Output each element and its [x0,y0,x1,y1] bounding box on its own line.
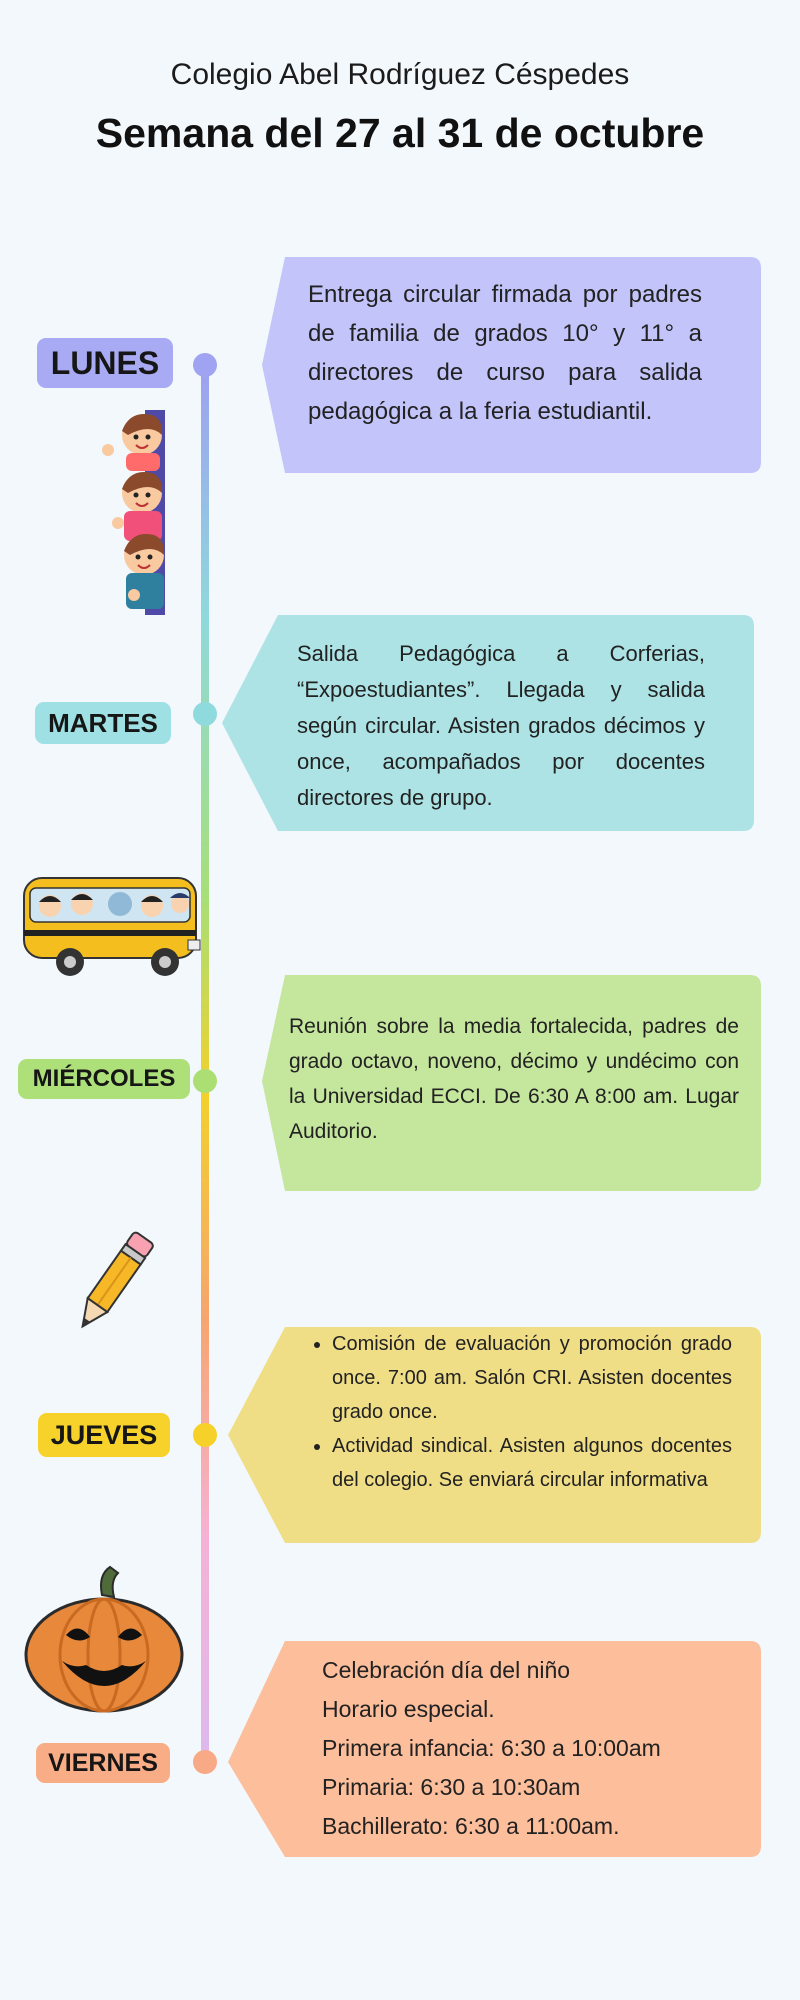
school-name: Colegio Abel Rodríguez Céspedes [170,58,630,91]
friday-dot [193,1750,217,1774]
school-bus-illustration [20,870,205,980]
kids-peeking-illustration [100,405,170,625]
pencil-illustration [68,1228,158,1338]
friday-line-2: Horario especial. [322,1696,495,1722]
friday-line-4: Primaria: 6:30 a 10:30am [322,1774,581,1800]
thursday-item-1: • Comisión de evaluación y promoción grado once. 7:00 am. Salón CRI. Asisten docentes grado once. [332,1327,732,1429]
tuesday-label: MARTES [35,702,171,744]
week-title: Semana del 27 al 31 de octubre [95,110,705,156]
thursday-item-2: • Actividad sindical. Asisten algunos docentes del colegio. Se enviará circular informativa [332,1429,732,1497]
pumpkin-illustration [22,1565,187,1715]
monday-label: LUNES [37,338,173,388]
tuesday-text: Salida Pedagógica a Corferias, “Expoestudiantes”. Llegada y salida según circular. Asisten grados décimos y once, acompañados por docentes directores de grupo. [297,641,705,810]
wednesday-label: MIÉRCOLES [18,1059,190,1099]
thursday-text [310,1327,732,1497]
friday-line-5: Bachillerato: 6:30 a 11:00am. [322,1813,620,1839]
friday-text [322,1651,742,1846]
wednesday-dot [193,1069,217,1093]
tuesday-dot [193,702,217,726]
thursday-label: JUEVES [38,1413,170,1457]
monday-dot [193,353,217,377]
wednesday-text: Reunión sobre la media fortalecida, padres de grado octavo, noveno, décimo y undécimo con la Universidad ECCI. De 6:30 A 8:00 am. Lugar Auditorio. [289,1015,739,1143]
friday-line-1: Celebración día del niño [322,1657,571,1683]
friday-line-3: Primera infancia: 6:30 a 10:00am [322,1735,661,1761]
thursday-dot [193,1423,217,1447]
thursday-list [310,1327,732,1497]
friday-label: VIERNES [36,1743,170,1783]
monday-text: Entrega circular firmada por padres de familia de grados 10° y 11° a directores de curso para salida pedagógica a la feria estudiantil. [308,281,702,425]
